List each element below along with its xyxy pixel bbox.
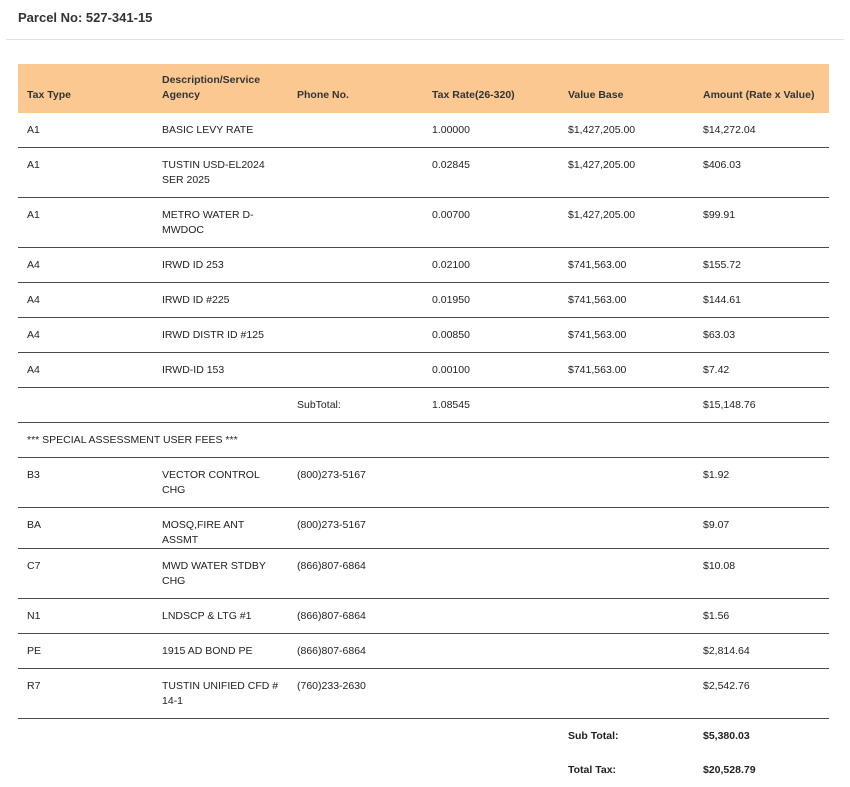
tax-table <box>18 64 829 787</box>
tax-type-cell: R7 <box>18 669 153 719</box>
value-base-cell <box>559 669 694 719</box>
amount-cell: $9.07 <box>694 508 829 549</box>
total-tax-amount: $20,528.79 <box>703 764 756 776</box>
amount-cell: $2,814.64 <box>694 634 829 669</box>
table-header-row <box>18 64 829 113</box>
column-header-tax-type: Tax Type <box>27 89 71 101</box>
tax-type-cell: A4 <box>18 353 153 388</box>
phone-cell <box>288 113 423 148</box>
amount-cell: $406.03 <box>694 148 829 198</box>
description-cell: MWD WATER STDBY CHG <box>153 549 288 599</box>
sub-total-amount: $5,380.03 <box>703 730 750 742</box>
phone-cell <box>288 318 423 353</box>
column-header-phone: Phone No. <box>297 89 349 101</box>
description-cell: METRO WATER D-MWDOC <box>153 198 288 248</box>
table-row <box>18 508 829 549</box>
tax-rate-cell <box>423 599 559 634</box>
sub-total-row <box>18 719 829 754</box>
tax-rate-cell: 0.00100 <box>423 353 559 388</box>
tax-rate-cell <box>423 634 559 669</box>
description-cell: IRWD DISTR ID #125 <box>153 318 288 353</box>
tax-rate-cell: 0.02845 <box>423 148 559 198</box>
total-tax-row <box>18 753 829 787</box>
amount-cell: $7.42 <box>694 353 829 388</box>
amount-cell: $1.56 <box>694 599 829 634</box>
tax-rate-cell: 0.00850 <box>423 318 559 353</box>
phone-cell: (800)273-5167 <box>288 508 423 549</box>
table-row <box>18 669 829 719</box>
table-row <box>18 353 829 388</box>
description-cell: 1915 AD BOND PE <box>153 634 288 669</box>
value-base-cell: $741,563.00 <box>559 283 694 318</box>
tax-type-cell: A1 <box>18 113 153 148</box>
description-cell: LNDSCP & LTG #1 <box>153 599 288 634</box>
subtotal-label: SubTotal: <box>288 388 423 423</box>
tax-rate-cell: 1.00000 <box>423 113 559 148</box>
tax-type-cell: C7 <box>18 549 153 599</box>
tax-type-cell: BA <box>18 508 153 549</box>
phone-cell <box>288 198 423 248</box>
table-row <box>18 283 829 318</box>
amount-cell: $99.91 <box>694 198 829 248</box>
sub-total-label: Sub Total: <box>568 730 619 742</box>
parcel-number-heading: Parcel No: 527-341-15 <box>18 10 153 25</box>
table-row <box>18 248 829 283</box>
phone-cell: (866)807-6864 <box>288 599 423 634</box>
phone-cell: (760)233-2630 <box>288 669 423 719</box>
table-row <box>18 634 829 669</box>
value-base-cell <box>559 508 694 549</box>
table-row <box>18 458 829 508</box>
phone-cell: (866)807-6864 <box>288 634 423 669</box>
amount-cell: $63.03 <box>694 318 829 353</box>
tax-rate-cell: 0.02100 <box>423 248 559 283</box>
tax-rate-cell <box>423 458 559 508</box>
description-cell: BASIC LEVY RATE <box>153 113 288 148</box>
total-tax-label: Total Tax: <box>568 764 617 776</box>
description-cell: TUSTIN USD-EL2024 SER 2025 <box>153 148 288 198</box>
phone-cell <box>288 248 423 283</box>
value-base-cell <box>559 458 694 508</box>
description-cell: IRWD ID 253 <box>153 248 288 283</box>
table-row <box>18 113 829 148</box>
subtotal-rate: 1.08545 <box>423 388 559 423</box>
value-base-cell <box>559 549 694 599</box>
phone-cell <box>288 283 423 318</box>
tax-type-cell: A4 <box>18 318 153 353</box>
value-base-cell: $741,563.00 <box>559 353 694 388</box>
value-base-cell <box>559 634 694 669</box>
value-base-cell: $1,427,205.00 <box>559 148 694 198</box>
subtotal-row <box>18 388 829 423</box>
section-heading-row <box>18 423 829 458</box>
special-assessment-heading: *** SPECIAL ASSESSMENT USER FEES *** <box>18 423 829 458</box>
column-header-amount: Amount (Rate x Value) <box>703 89 815 101</box>
description-cell: TUSTIN UNIFIED CFD # 14-1 <box>153 669 288 719</box>
tax-type-cell: N1 <box>18 599 153 634</box>
tax-type-cell: A1 <box>18 148 153 198</box>
description-cell: IRWD ID #225 <box>153 283 288 318</box>
table-row <box>18 198 829 248</box>
phone-cell <box>288 353 423 388</box>
tax-type-cell: A1 <box>18 198 153 248</box>
column-header-tax-rate: Tax Rate(26-320) <box>432 89 515 101</box>
table-row <box>18 599 829 634</box>
value-base-cell <box>559 599 694 634</box>
subtotal-amount: $15,148.76 <box>694 388 829 423</box>
amount-cell: $155.72 <box>694 248 829 283</box>
tax-rate-cell: 0.01950 <box>423 283 559 318</box>
phone-cell: (866)807-6864 <box>288 549 423 599</box>
value-base-cell: $1,427,205.00 <box>559 113 694 148</box>
tax-rate-cell <box>423 669 559 719</box>
amount-cell: $2,542.76 <box>694 669 829 719</box>
table-row <box>18 318 829 353</box>
table-row <box>18 549 829 599</box>
phone-cell: (800)273-5167 <box>288 458 423 508</box>
description-cell: MOSQ,FIRE ANT ASSMT <box>153 508 288 549</box>
column-header-value-base: Value Base <box>568 89 624 101</box>
description-cell: VECTOR CONTROL CHG <box>153 458 288 508</box>
tax-rate-cell <box>423 508 559 549</box>
tax-type-cell: PE <box>18 634 153 669</box>
tax-type-cell: A4 <box>18 248 153 283</box>
amount-cell: $14,272.04 <box>694 113 829 148</box>
tax-type-cell: B3 <box>18 458 153 508</box>
amount-cell: $10.08 <box>694 549 829 599</box>
value-base-cell: $741,563.00 <box>559 248 694 283</box>
phone-cell <box>288 148 423 198</box>
tax-rate-cell: 0.00700 <box>423 198 559 248</box>
description-cell: IRWD-ID 153 <box>153 353 288 388</box>
header-divider <box>6 39 844 40</box>
amount-cell: $1.92 <box>694 458 829 508</box>
table-row <box>18 148 829 198</box>
value-base-cell: $1,427,205.00 <box>559 198 694 248</box>
amount-cell: $144.61 <box>694 283 829 318</box>
column-header-description: Description/Service Agency <box>162 74 261 101</box>
tax-type-cell: A4 <box>18 283 153 318</box>
value-base-cell: $741,563.00 <box>559 318 694 353</box>
tax-rate-cell <box>423 549 559 599</box>
